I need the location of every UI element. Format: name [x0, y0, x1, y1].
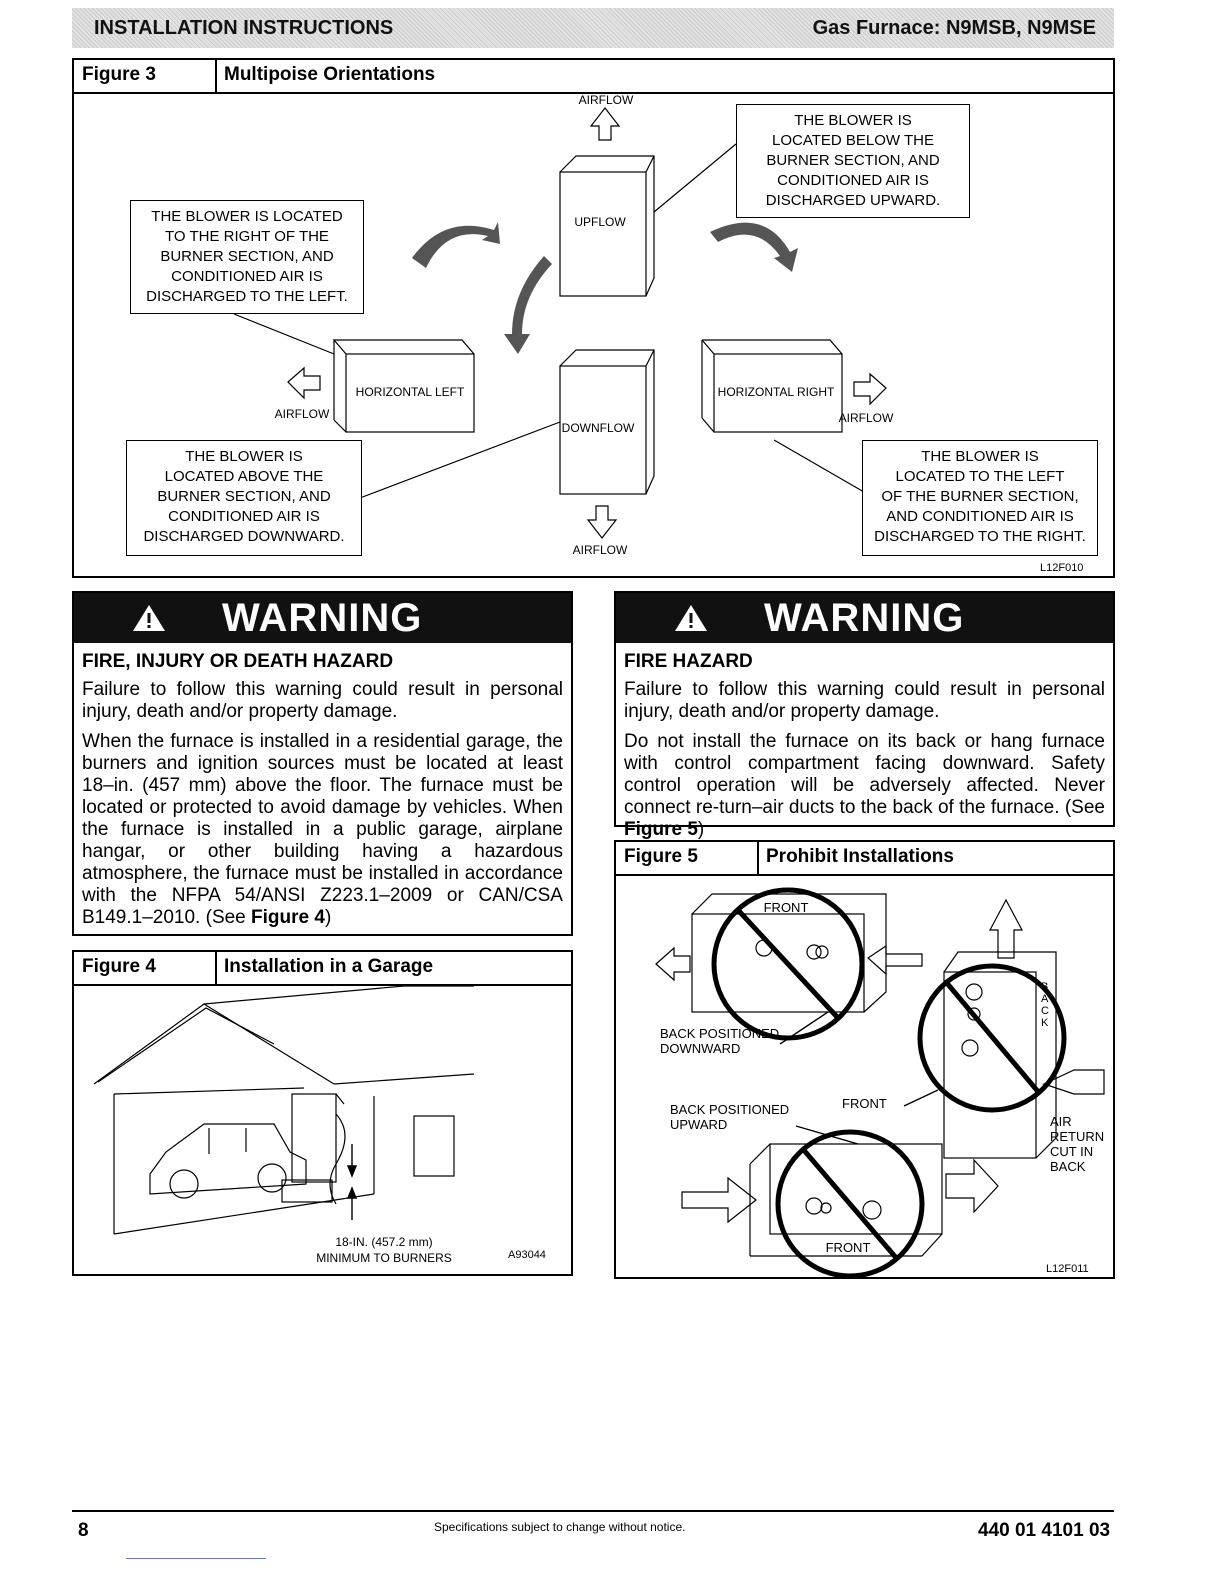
back-letter: C [1041, 1005, 1049, 1017]
figure-4-title: Installation in a Garage [224, 956, 434, 977]
warning-2-bar [616, 593, 1113, 643]
figure-3-header [74, 60, 1113, 94]
header-title: INSTALLATION INSTRUCTIONS [94, 16, 394, 39]
header-model: Gas Furnace: N9MSB, N9MSE [812, 16, 1096, 39]
air-return-label: AIR [1050, 1114, 1072, 1129]
horizontal-left-description: THE BLOWER IS LOCATED TO THE RIGHT OF THE BURNER SECTION, AND CONDITIONED AIR IS DISCHARGED TO THE LEFT. [130, 200, 364, 314]
upflow-description: THE BLOWER IS LOCATED BELOW THE BURNER SECTION, AND CONDITIONED AIR IS DISCHARGED UPWARD. [736, 104, 970, 218]
warning-2-instructions: Do not install the furnace on its back or hang furnace with control compartment facing downward. Safety control operation will be adversely affected. Never connect re-turn–air ducts to the back of the furnace. (See Figure 5) [624, 731, 1105, 840]
upflow-label: UPFLOW [574, 215, 626, 229]
figure-3-title: Multipoise Orientations [224, 64, 436, 85]
figure-4 [72, 950, 573, 1276]
figure-3 [72, 58, 1115, 578]
air-return-label: CUT IN [1050, 1144, 1094, 1159]
back-letter: A [1041, 993, 1049, 1005]
downflow-description: THE BLOWER IS LOCATED ABOVE THE BURNER SECTION, AND CONDITIONED AIR IS DISCHARGED DOWNWARD. [126, 440, 362, 556]
figure-4-number: Figure 4 [82, 956, 156, 977]
figure-4-reference: Figure 4 [251, 907, 325, 928]
clearance-label: 18-IN. (457.2 mm) [335, 1235, 433, 1249]
horizontal-right-label: HORIZONTAL RIGHT [717, 385, 835, 399]
figure-3-number: Figure 3 [82, 64, 156, 85]
warning-triangle-icon [674, 603, 708, 633]
footer-notice: Specifications subject to change without notice. [434, 1520, 686, 1534]
clearance-label-2: MINIMUM TO BURNERS [316, 1251, 452, 1265]
warning-1-instructions: When the furnace is installed in a residential garage, the burners and ignition sources must be located at least 18–in. (457 mm) above the floor. The furnace must be located or protected to avoid damage by vehicles. When the furnace is installed in a public garage, airplane hangar, or other building having a hazardous atmosphere, the furnace must be installed in accordance with the NFPA 54/ANSI Z223.1–2009 or CAN/CSA B149.1–2010. (See Figure 4) [82, 731, 563, 928]
document-number: 440 01 4101 03 [978, 1520, 1111, 1541]
airflow-down-label: AIRFLOW [572, 543, 628, 557]
airflow-left-label: AIRFLOW [274, 407, 330, 421]
warning-triangle-icon [132, 603, 166, 633]
figure-4-code: A93044 [508, 1249, 546, 1261]
figure-5-title: Prohibit Installations [766, 846, 954, 867]
warning-fire-injury [72, 591, 573, 936]
figure-5-code: L12F011 [1046, 1263, 1089, 1275]
figure-4-header [74, 952, 571, 986]
footer-divider [72, 1510, 1114, 1512]
warning-1-bar [74, 593, 571, 643]
horizontal-right-description: THE BLOWER IS LOCATED TO THE LEFT OF THE BURNER SECTION, AND CONDITIONED AIR IS DISCHARGED TO THE RIGHT. [862, 440, 1098, 556]
back-letter: K [1041, 1017, 1049, 1029]
warning-1-consequence: Failure to follow this warning could result in personal injury, death and/or property damage. [82, 679, 563, 722]
garage-illustration [74, 984, 571, 1274]
back-up-label: BACK POSITIONED [670, 1102, 790, 1117]
back-letter: B [1041, 981, 1049, 993]
figure-5-reference: Figure 5 [624, 819, 698, 840]
page-number: 8 [78, 1520, 89, 1541]
back-down-label-2: DOWNWARD [660, 1041, 741, 1056]
horizontal-left-label: HORIZONTAL LEFT [355, 385, 465, 399]
warning-1-title: WARNING [222, 595, 423, 640]
air-return-label: BACK [1050, 1159, 1086, 1174]
back-down-label: BACK POSITIONED [660, 1026, 780, 1041]
warning-2-title: WARNING [764, 595, 965, 640]
warning-fire-hazard [614, 591, 1115, 840]
warning-1-hazard: FIRE, INJURY OR DEATH HAZARD [82, 651, 394, 672]
footer-rule [126, 1558, 266, 1559]
prohibited-installations-diagram [616, 874, 1113, 1277]
front-label-right: FRONT [842, 1096, 887, 1111]
page-header [72, 8, 1114, 48]
back-up-label-2: UPWARD [670, 1117, 728, 1132]
airflow-up-label: AIRFLOW [578, 93, 634, 107]
figure-3-code: L12F010 [1040, 562, 1084, 574]
air-return-label: RETURN [1050, 1129, 1105, 1144]
figure-5-number: Figure 5 [624, 846, 698, 867]
warning-2-hazard: FIRE HAZARD [624, 651, 753, 672]
warning-2-consequence: Failure to follow this warning could result in personal injury, death and/or property damage. [624, 679, 1105, 722]
figure-5 [614, 840, 1115, 1279]
front-label-top: FRONT [763, 900, 809, 915]
front-label-bottom: FRONT [825, 1240, 871, 1255]
figure-5-header [616, 842, 1113, 876]
downflow-label: DOWNFLOW [561, 421, 635, 435]
airflow-right-label: AIRFLOW [838, 411, 894, 425]
